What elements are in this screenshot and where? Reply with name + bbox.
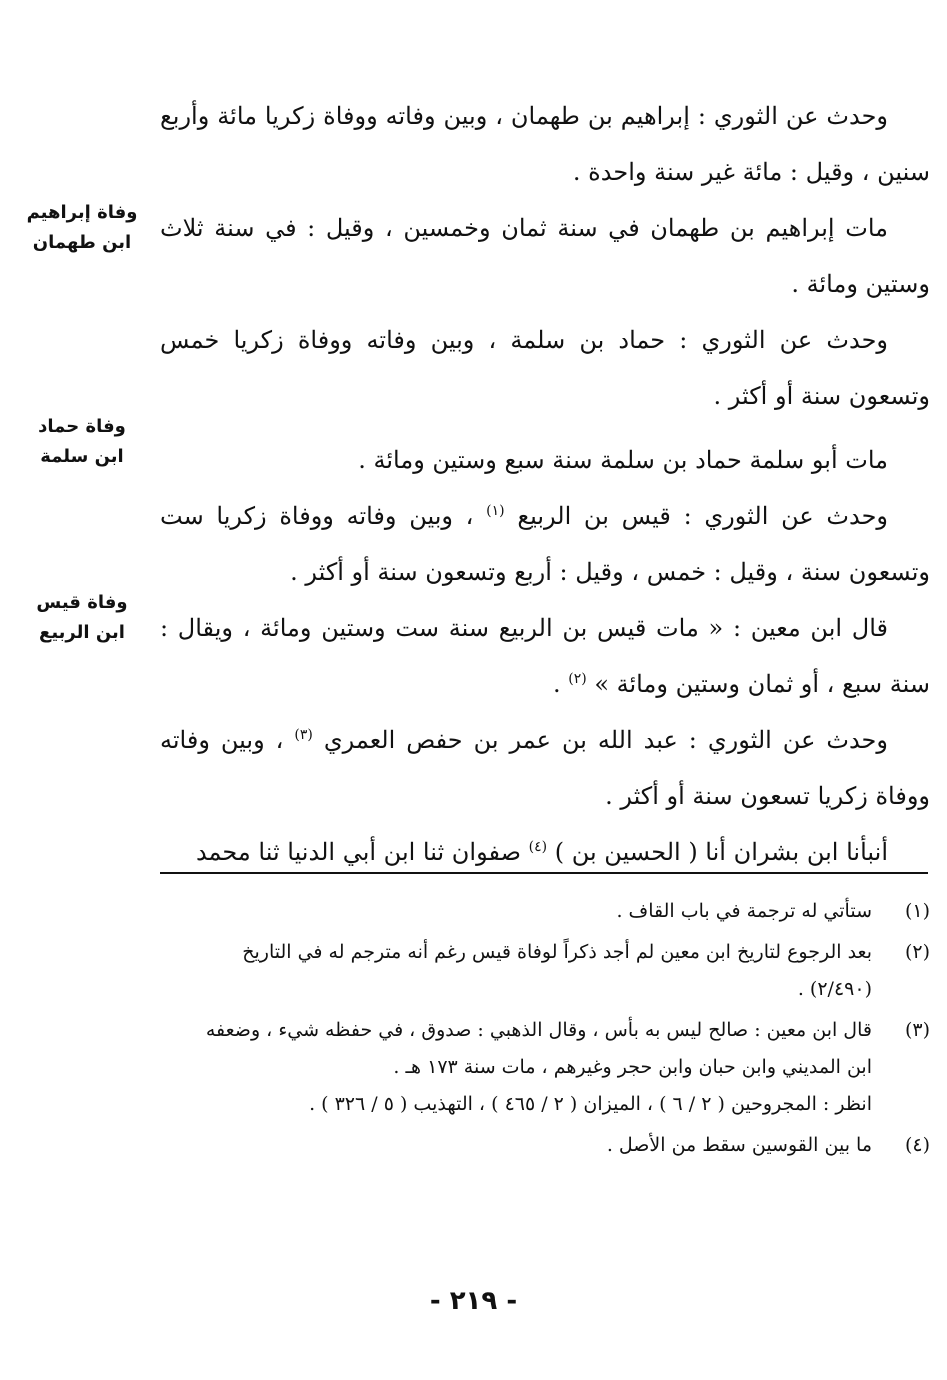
footnote-item — [160, 934, 930, 1008]
paragraph: وحدث عن الثوري : عبد الله بن عمر بن حفص العمري $^{(٣)}$ ، وبين وفاته ووفاة زكريا تسعون سنة أو أكثر . — [160, 726, 930, 810]
footnote-marker[interactable]: (٣) — [294, 727, 313, 743]
footnote-item — [160, 1012, 930, 1123]
footnote-item — [160, 893, 930, 930]
paragraph: وحدث عن الثوري : قيس بن الربيع $^{(١)}$ ، وبين وفاته ووفاة زكريا ست وتسعون سنة ، وقيل : خمس ، وقيل : أربع وتسعون سنة أو أكثر . — [160, 502, 930, 586]
paragraph: وحدث عن الثوري : حماد بن سلمة ، وبين وفاته ووفاة زكريا خمس وتسعون سنة أو أكثر . — [160, 326, 930, 410]
footnote-marker[interactable]: (٤) — [528, 839, 548, 855]
footnote-number: (٣) — [904, 1019, 930, 1041]
main-text — [160, 88, 930, 880]
paragraph: وحدث عن الثوري : إبراهيم بن طهمان ، وبين وفاته ووفاة زكريا مائة وأربع سنين ، وقيل : مائة غير سنة واحدة . — [160, 102, 930, 186]
footnote-text: قال ابن معين : صالح ليس به بأس ، وقال الذهبي : صدوق ، في حفظه شيء ، وضعفه ابن المديني وابن حبان وابن حجر وغيرهم ، مات سنة ١٧٣ هـ . انظر : المجروحين ( ٢ / ٦ ) ، الميزان ( ٢ / ٤٦٥ ) ، التهذيب ( ٥ / ٣٢٦ ) . — [205, 1019, 872, 1115]
margin-note: وفاة حماد ابن سلمة — [38, 416, 126, 467]
footnote-item — [160, 1127, 930, 1164]
margin-note: وفاة إبراهيم ابن طهمان — [26, 202, 138, 253]
footnote-number: (٤) — [904, 1134, 930, 1156]
footnote-number: (٢) — [904, 941, 930, 963]
footnote-text: بعد الرجوع لتاريخ ابن معين لم أجد ذكراً لوفاة قيس رغم أنه مترجم له في التاريخ (٢/٤٩٠) . — [242, 941, 872, 1000]
paragraph: مات أبو سلمة حماد بن سلمة سنة سبع وستين ومائة . — [358, 446, 888, 474]
margin-note: وفاة قيس ابن الربيع — [36, 592, 128, 643]
page-number: - ٢١٩ - — [429, 1286, 518, 1316]
footnote-divider — [160, 872, 928, 874]
footnote-number: (١) — [904, 900, 930, 922]
footnote-marker[interactable]: (١) — [486, 503, 505, 519]
footnotes — [160, 893, 930, 1168]
footnote-marker[interactable]: (٢) — [568, 671, 587, 687]
paragraph: مات إبراهيم بن طهمان في سنة ثمان وخمسين ، وقيل : في سنة ثلاث وستين ومائة . — [160, 214, 930, 298]
paragraph: أنبأنا ابن بشران أنا ( الحسين بن ) $^{(٤)}$ صفوان ثنا ابن أبي الدنيا ثنا محمد — [195, 838, 888, 866]
footnote-text: ما بين القوسين سقط من الأصل . — [606, 1134, 872, 1156]
footnote-text: ستأتي له ترجمة في باب القاف . — [616, 900, 872, 922]
paragraph: قال ابن معين : « مات قيس بن الربيع سنة ست وستين ومائة ، ويقال : سنة سبع ، أو ثمان وستين ومائة » $^{(٢)}$ . — [160, 614, 930, 698]
